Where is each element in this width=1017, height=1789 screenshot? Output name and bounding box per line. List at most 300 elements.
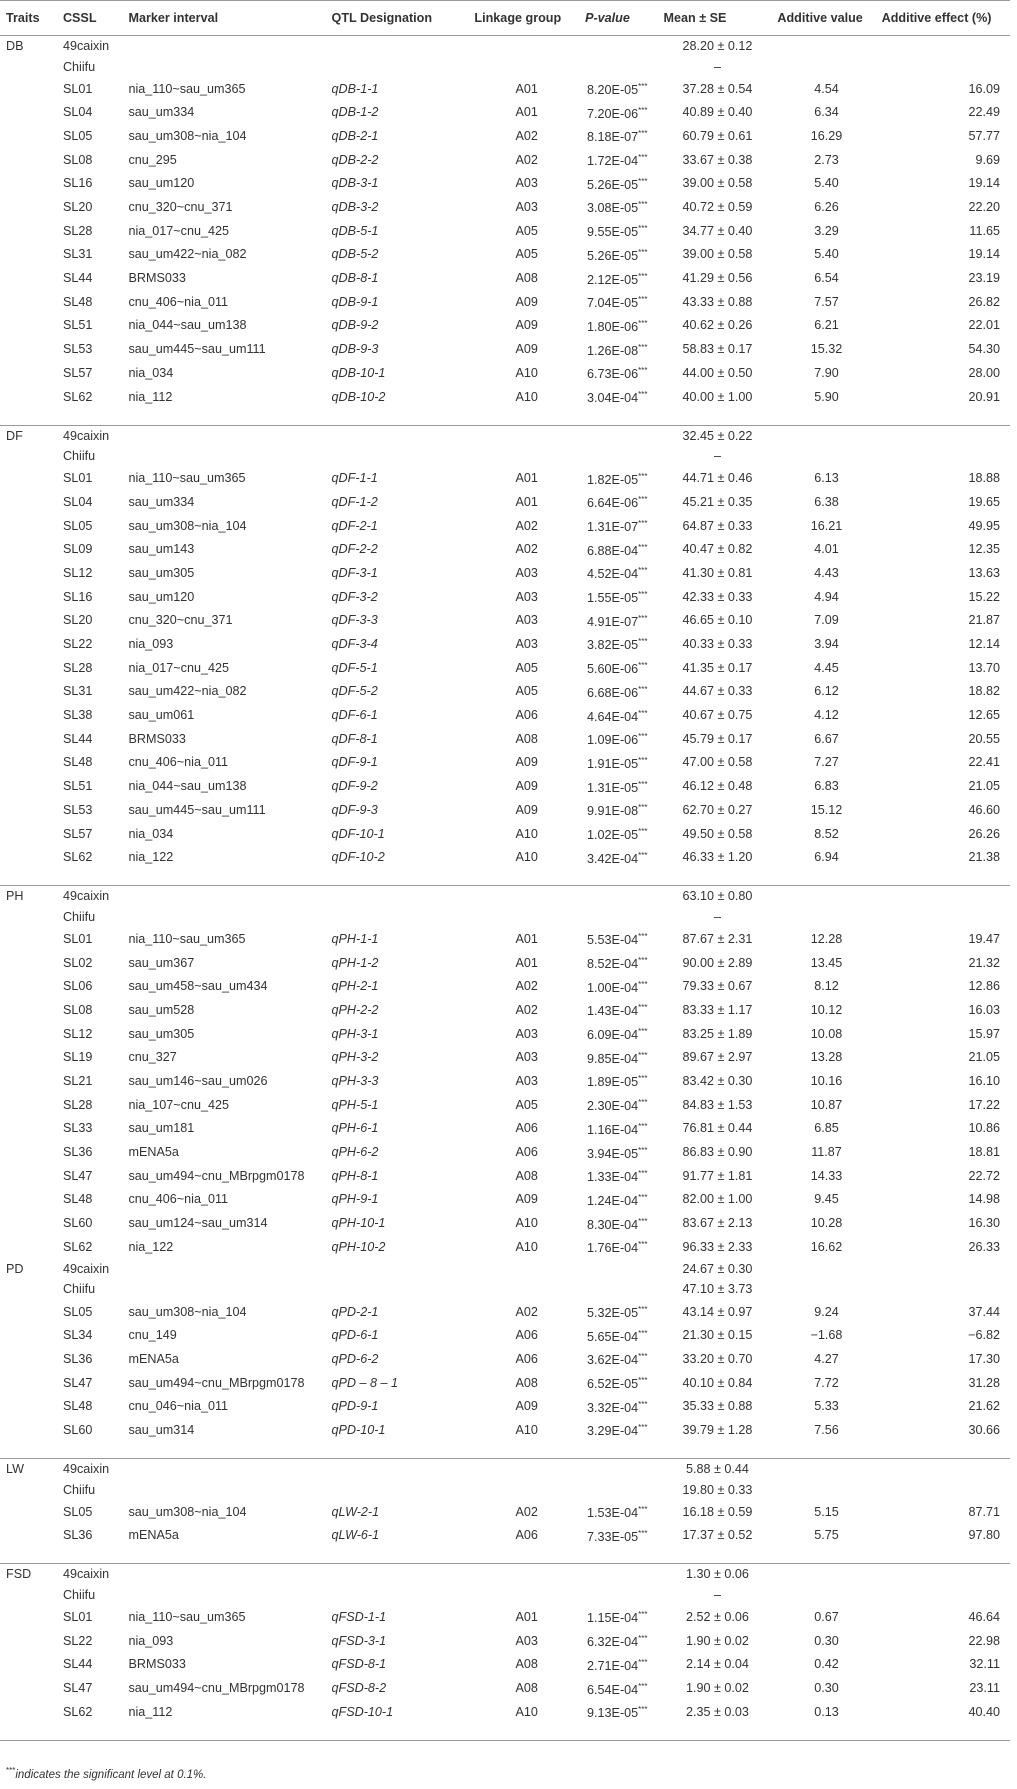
significance-stars: *** [638, 1610, 648, 1620]
cell-trait [0, 951, 57, 975]
cell-p-value [579, 77, 657, 101]
cell-marker-interval: sau_um143 [128, 542, 195, 557]
cell-marker-interval: sau_um334 [128, 105, 195, 120]
p-value-number: 9.91E-08 [587, 804, 639, 819]
cell-marker-interval: sau_um308~nia_104 [128, 128, 247, 143]
cell-p-value [579, 1279, 657, 1300]
cell-cssl: SL12 [62, 1026, 93, 1041]
cell-additive-effect [876, 36, 1010, 57]
cell-trait [0, 1324, 57, 1348]
cell-p-value [579, 680, 657, 704]
cell-linkage-group: A03 [515, 565, 538, 580]
p-value-number: 4.91E-07 [587, 614, 639, 629]
cell-mean-se: 5.88 ± 0.44 [685, 1462, 749, 1477]
header-additive-effect: Additive effect (%) [876, 1, 1010, 36]
cell-p-value [579, 609, 657, 633]
significance-stars: *** [638, 1705, 648, 1715]
cell-additive-effect: 22.98 [968, 1633, 1000, 1648]
cell-linkage-group: A05 [515, 247, 538, 262]
cell-cssl: 49caixin [62, 428, 110, 443]
cell-additive-effect: 10.86 [968, 1121, 1000, 1136]
p-value-number: 1.82E-05 [587, 472, 639, 487]
significance-stars: *** [638, 224, 648, 234]
cell-marker-interval: sau_um308~nia_104 [128, 1304, 247, 1319]
cell-p-value [579, 751, 657, 775]
cell-additive-value: 11.87 [811, 1145, 842, 1160]
cell-cssl: SL51 [62, 318, 93, 333]
cell-qtl-designation: qLW-6-1 [331, 1528, 380, 1543]
cell-trait [0, 1069, 57, 1093]
cell-linkage-group [468, 425, 579, 446]
cell-qtl-designation [326, 425, 469, 446]
cell-marker-interval: sau_um120 [128, 176, 195, 191]
cell-trait [0, 656, 57, 680]
cell-mean-se: 40.47 ± 0.82 [682, 542, 753, 557]
cell-marker-interval: nia_093 [128, 637, 174, 652]
cell-additive-effect: 16.10 [968, 1074, 1000, 1089]
cell-linkage-group: A03 [515, 1074, 538, 1089]
cell-p-value [579, 846, 657, 870]
p-value-number: 5.26E-05 [587, 177, 639, 192]
cell-p-value [579, 1500, 657, 1524]
cell-linkage-group: A03 [515, 637, 538, 652]
cell-mean-se: 24.67 ± 0.30 [682, 1261, 753, 1276]
cell-additive-value: 6.94 [814, 850, 839, 865]
significance-stars: *** [638, 318, 648, 328]
cell-additive-effect [876, 1480, 1010, 1501]
significance-stars: *** [638, 1376, 648, 1385]
table-row [0, 490, 1010, 514]
cell-marker-interval: sau_um061 [128, 708, 195, 723]
group-separator [0, 869, 1010, 886]
cell-additive-value [771, 1279, 875, 1300]
header-cssl: CSSL [57, 1, 123, 36]
significance-stars: *** [638, 1121, 648, 1131]
cell-p-value [579, 585, 657, 609]
cell-additive-effect: 15.22 [968, 589, 1000, 604]
significance-stars: *** [638, 613, 648, 623]
cell-cssl: 49caixin [62, 39, 110, 53]
cell-trait [0, 267, 57, 291]
cell-additive-effect [876, 425, 1010, 446]
significance-stars: *** [638, 342, 648, 352]
cell-additive-value: 15.12 [810, 802, 843, 817]
cell-p-value [579, 314, 657, 338]
cell-additive-effect: 12.65 [968, 708, 1000, 723]
cell-additive-value: 7.09 [814, 613, 839, 628]
significance-stars: *** [638, 1169, 648, 1179]
cell-qtl-designation: qPH-3-1 [331, 1026, 379, 1041]
cell-trait [0, 1371, 57, 1395]
table-row [0, 1212, 1010, 1236]
cell-linkage-group: A09 [515, 1399, 538, 1414]
cell-trait [0, 609, 57, 633]
header-traits: Traits [0, 1, 57, 36]
cell-qtl-designation: qPH-10-2 [331, 1239, 386, 1254]
cell-additive-value: 6.67 [814, 731, 839, 746]
cell-mean-se: 1.90 ± 0.02 [685, 1681, 749, 1696]
footnote-text: indicates the significant level at 0.1%. [15, 1768, 207, 1781]
table-row [0, 1093, 1010, 1117]
cell-p-value [579, 704, 657, 728]
cell-p-value [579, 290, 657, 314]
significance-stars: *** [638, 684, 648, 694]
cell-additive-effect: 13.63 [968, 565, 1000, 580]
cell-cssl: SL08 [62, 1002, 93, 1017]
cell-linkage-group: A08 [515, 1168, 538, 1183]
cell-linkage-group: A09 [515, 802, 538, 817]
cell-cssl: SL62 [62, 850, 93, 865]
cell-additive-value: 0.67 [814, 1610, 839, 1625]
cell-additive-effect: 57.77 [968, 128, 1000, 143]
cell-linkage-group [468, 57, 579, 78]
significance-stars: *** [638, 542, 648, 552]
p-value-number: 3.82E-05 [587, 638, 639, 653]
cell-trait [0, 1700, 57, 1724]
table-row [0, 927, 1010, 951]
significance-stars: *** [638, 495, 648, 505]
cell-additive-effect: 40.40 [968, 1704, 1000, 1719]
p-value-number: 5.32E-05 [587, 1306, 639, 1321]
cell-additive-value: 4.12 [814, 708, 839, 723]
cell-mean-se: 40.67 ± 0.75 [682, 708, 753, 723]
cell-trait [0, 219, 57, 243]
p-value-number: 1.43E-04 [587, 1004, 639, 1019]
cell-p-value [579, 172, 657, 196]
significance-stars: *** [638, 661, 648, 671]
table-row [0, 951, 1010, 975]
p-value-number: 8.20E-05 [587, 83, 639, 98]
significance-stars: *** [638, 1192, 648, 1202]
cell-additive-value [771, 1585, 875, 1606]
cell-linkage-group: A02 [515, 152, 538, 167]
cell-linkage-group: A10 [515, 1422, 538, 1437]
cell-marker-interval: nia_093 [128, 1633, 174, 1648]
cell-linkage-group: A01 [515, 105, 538, 120]
significance-stars: *** [638, 803, 648, 813]
cell-linkage-group: A10 [515, 389, 538, 404]
p-value-number: 1.53E-04 [587, 1506, 639, 1521]
cell-p-value [579, 361, 657, 385]
cell-qtl-designation: qPH-6-2 [331, 1145, 379, 1160]
table-row [0, 585, 1010, 609]
footnote [6, 1766, 206, 1781]
cell-additive-effect: 23.19 [968, 271, 1000, 286]
significance-stars: *** [638, 590, 648, 600]
table-row [0, 1164, 1010, 1188]
cell-mean-se: 60.79 ± 0.61 [682, 128, 753, 143]
table-row [0, 1046, 1010, 1070]
cell-p-value [579, 1395, 657, 1419]
cell-qtl-designation [326, 36, 469, 57]
p-value-number: 1.31E-07 [587, 520, 639, 535]
p-value-number: 2.12E-05 [587, 272, 639, 287]
cell-linkage-group: A06 [515, 708, 538, 723]
cell-additive-effect: 26.82 [968, 294, 1000, 309]
cell-mean-se: 44.71 ± 0.46 [682, 471, 753, 486]
cell-cssl: SL48 [62, 1399, 93, 1414]
table-row [0, 538, 1010, 562]
cell-cssl: SL47 [62, 1681, 93, 1696]
cell-mean-se: 47.10 ± 3.73 [682, 1282, 753, 1297]
cell-marker-interval: sau_um305 [128, 565, 195, 580]
cell-additive-effect: 12.35 [968, 542, 1000, 557]
cell-mean-se: 39.00 ± 0.58 [682, 247, 753, 262]
table-row [0, 1629, 1010, 1653]
cell-linkage-group: A02 [515, 1504, 538, 1519]
cell-linkage-group: A03 [515, 589, 538, 604]
p-value-number: 2.71E-04 [587, 1659, 639, 1673]
cell-p-value [579, 1700, 657, 1724]
cell-additive-effect: 19.14 [968, 247, 1000, 262]
cell-additive-value: 6.13 [814, 471, 839, 486]
table-row [0, 632, 1010, 656]
cell-qtl-designation: qDB-2-2 [331, 152, 379, 167]
cell-additive-effect: −6.82 [968, 1328, 1000, 1343]
table-row [0, 609, 1010, 633]
significance-stars: *** [638, 956, 648, 965]
cell-additive-value: 4.43 [814, 565, 839, 580]
significance-stars: *** [638, 979, 648, 989]
cell-qtl-designation: qDF-1-2 [331, 494, 378, 509]
cell-cssl: SL16 [62, 176, 93, 191]
cell-p-value [579, 1653, 657, 1677]
cell-additive-value: 7.57 [814, 294, 839, 309]
header-qtl-designation: QTL Designation [326, 1, 469, 36]
p-value-number: 5.26E-05 [587, 249, 639, 263]
cell-mean-se: 2.14 ± 0.04 [685, 1657, 749, 1672]
cell-additive-effect [876, 57, 1010, 78]
cell-qtl-designation: qDF-2-2 [331, 542, 378, 557]
cell-qtl-designation: qPD-9-1 [331, 1399, 379, 1414]
cell-marker-interval: sau_um181 [128, 1121, 195, 1136]
cell-linkage-group: A08 [515, 1681, 538, 1696]
table-row [0, 1480, 1010, 1501]
header-row [0, 1, 1010, 36]
cell-p-value [579, 243, 657, 267]
cell-trait [0, 585, 57, 609]
significance-stars: *** [638, 389, 648, 399]
cell-additive-value: 0.42 [814, 1657, 839, 1672]
cell-qtl-designation: qDF-10-1 [331, 826, 385, 841]
cell-mean-se: 76.81 ± 0.44 [682, 1121, 753, 1136]
cell-additive-value: 8.12 [814, 979, 839, 994]
cell-additive-value: 16.21 [810, 518, 843, 533]
cell-trait [0, 148, 57, 172]
cell-cssl: SL06 [62, 979, 93, 994]
cell-mean-se: 37.28 ± 0.54 [682, 81, 753, 96]
cell-p-value [579, 1259, 657, 1280]
cell-qtl-designation [326, 1564, 469, 1585]
cell-additive-effect: 18.82 [968, 684, 1000, 699]
cell-marker-interval: nia_044~sau_um138 [128, 318, 247, 333]
cell-qtl-designation: qPH-1-1 [331, 931, 379, 946]
cell-additive-effect: 18.88 [968, 471, 1000, 486]
cell-additive-effect: 49.95 [968, 518, 1000, 533]
cell-p-value [579, 148, 657, 172]
cell-qtl-designation: qPD-6-1 [331, 1328, 379, 1343]
cell-linkage-group: A06 [515, 1528, 538, 1543]
cell-p-value [579, 1141, 657, 1165]
cell-qtl-designation: qPH-3-3 [331, 1074, 379, 1089]
cell-mean-se: 1.30 ± 0.06 [685, 1567, 749, 1582]
cell-p-value [579, 514, 657, 538]
significance-stars: *** [638, 247, 648, 257]
group-separator [0, 409, 1010, 426]
significance-stars: *** [638, 271, 648, 281]
p-value-number: 3.62E-04 [587, 1353, 639, 1368]
significance-stars: *** [638, 1423, 648, 1433]
cell-trait [0, 1279, 57, 1300]
table-row [0, 1700, 1010, 1724]
cell-p-value [579, 561, 657, 585]
table-row [0, 798, 1010, 822]
cell-mean-se: 40.62 ± 0.26 [682, 318, 753, 333]
cell-qtl-designation: qPH-9-1 [331, 1192, 379, 1207]
cell-qtl-designation [326, 446, 469, 467]
table-row [0, 148, 1010, 172]
cell-p-value [579, 1347, 657, 1371]
significance-stars: *** [638, 1304, 648, 1314]
cell-qtl-designation: qFSD-8-2 [331, 1681, 387, 1696]
table-row [0, 361, 1010, 385]
cell-mean-se: 83.42 ± 0.30 [682, 1074, 753, 1089]
cell-additive-effect: 18.81 [968, 1145, 1000, 1160]
table-row [0, 704, 1010, 728]
cell-additive-value: 4.54 [814, 81, 839, 96]
cell-additive-value: 9.45 [814, 1192, 839, 1207]
cell-additive-effect: 11.65 [969, 223, 1000, 238]
cell-cssl: SL12 [62, 565, 93, 580]
cell-qtl-designation [326, 886, 469, 907]
cell-additive-value: 6.54 [814, 271, 839, 286]
cell-marker-interval: sau_um445~sau_um111 [128, 342, 266, 357]
cell-mean-se: 45.21 ± 0.35 [682, 494, 753, 509]
cell-additive-effect: 22.20 [968, 200, 1000, 215]
table-row [0, 385, 1010, 409]
cell-trait [0, 101, 57, 125]
cell-marker-interval: cnu_320~cnu_371 [128, 613, 233, 628]
cell-additive-effect: 31.28 [968, 1375, 1000, 1390]
cell-additive-effect: 21.87 [968, 613, 1000, 628]
table-row [0, 775, 1010, 799]
cell-trait [0, 632, 57, 656]
cell-p-value [579, 1459, 657, 1480]
cell-trait [0, 1093, 57, 1117]
cell-qtl-designation: qDF-9-2 [331, 779, 378, 794]
cell-additive-effect: 30.66 [968, 1422, 1000, 1437]
cell-marker-interval: sau_um120 [128, 589, 195, 604]
cell-additive-effect: 16.30 [968, 1216, 1000, 1231]
cell-marker-interval: nia_110~sau_um365 [128, 471, 246, 486]
cell-cssl: 49caixin [62, 889, 110, 904]
table-row [0, 1395, 1010, 1419]
cell-qtl-designation: qDF-3-3 [331, 613, 378, 628]
cell-trait [0, 975, 57, 999]
table-row [0, 195, 1010, 219]
table-row [0, 514, 1010, 538]
p-value-number: 3.94E-05 [587, 1146, 639, 1161]
table-row [0, 290, 1010, 314]
cell-trait [0, 1046, 57, 1070]
header-linkage-group: Linkage group [468, 1, 579, 36]
cell-marker-interval: sau_um422~nia_082 [128, 684, 247, 699]
cell-marker-interval: nia_044~sau_um138 [128, 779, 247, 794]
cell-additive-effect: 87.71 [968, 1504, 1000, 1519]
cell-marker-interval: BRMS033 [128, 1657, 186, 1672]
cell-linkage-group [468, 1279, 579, 1300]
cell-additive-effect: 17.22 [968, 1097, 1000, 1112]
cell-linkage-group: A01 [515, 494, 538, 509]
cell-additive-value: 5.75 [814, 1528, 839, 1543]
cell-p-value [579, 538, 657, 562]
cell-additive-effect: 21.62 [968, 1399, 1000, 1414]
cell-qtl-designation [326, 1279, 469, 1300]
cell-additive-value: 0.30 [814, 1681, 839, 1696]
cell-qtl-designation: qDB-9-3 [331, 342, 379, 357]
cell-qtl-designation: qPH-3-2 [331, 1050, 379, 1065]
cell-cssl: SL38 [62, 708, 93, 723]
cell-additive-value: 6.21 [814, 318, 839, 333]
significance-stars: *** [638, 1145, 648, 1155]
cell-additive-value [771, 36, 875, 57]
table-row [0, 1022, 1010, 1046]
significance-stars: *** [638, 129, 648, 139]
cell-marker-interval: nia_112 [128, 1704, 173, 1719]
cell-qtl-designation: qDF-2-1 [331, 518, 378, 533]
table-row [0, 1459, 1010, 1480]
cell-additive-effect: 46.60 [968, 802, 1000, 817]
cell-cssl: SL60 [62, 1422, 93, 1437]
cell-p-value [579, 1564, 657, 1585]
cell-mean-se: 86.83 ± 0.90 [682, 1145, 753, 1160]
table-row [0, 975, 1010, 999]
header-mean-se: Mean ± SE [658, 1, 772, 36]
cell-p-value [579, 1605, 657, 1629]
p-value-number: 1.72E-04 [587, 154, 639, 169]
cell-linkage-group: A10 [515, 1239, 538, 1254]
cell-mean-se: 63.10 ± 0.80 [682, 889, 753, 904]
p-value-number: 3.04E-04 [587, 391, 639, 406]
cell-additive-value: 6.85 [814, 1121, 839, 1136]
cell-cssl: SL51 [62, 779, 93, 794]
cell-qtl-designation [326, 907, 469, 928]
significance-stars: *** [638, 932, 648, 942]
significance-stars: *** [638, 1634, 648, 1644]
p-value-number: 3.42E-04 [587, 851, 639, 866]
cell-trait [0, 927, 57, 951]
cell-linkage-group: A06 [515, 1351, 538, 1366]
cell-additive-effect [876, 1259, 1010, 1280]
cell-qtl-designation: qDF-3-2 [331, 589, 378, 604]
table-row [0, 1117, 1010, 1141]
cell-qtl-designation: qDF-5-2 [331, 684, 378, 699]
table-row [0, 338, 1010, 362]
cell-additive-effect: 32.11 [969, 1657, 1000, 1672]
cell-qtl-designation: qPH-1-2 [331, 955, 379, 970]
cell-mean-se: 89.67 ± 2.97 [682, 1050, 753, 1065]
cell-p-value [579, 656, 657, 680]
table-row [0, 101, 1010, 125]
cell-cssl: SL44 [62, 271, 93, 286]
cell-linkage-group: A01 [515, 81, 538, 96]
cell-marker-interval: nia_122 [128, 1239, 174, 1254]
cell-cssl: SL36 [62, 1145, 93, 1160]
cell-additive-effect: 22.01 [968, 318, 1000, 333]
cell-qtl-designation: qPH-2-1 [331, 979, 379, 994]
cell-p-value [579, 101, 657, 125]
significance-stars: *** [638, 1074, 648, 1084]
